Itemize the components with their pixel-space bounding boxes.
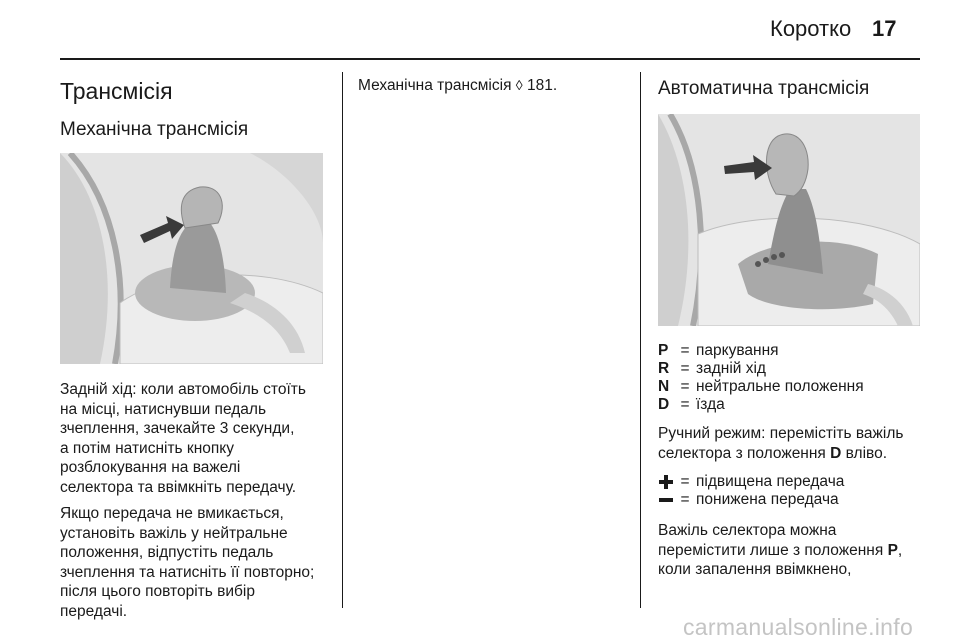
position-label: паркування <box>696 342 779 359</box>
gear-retry-line-2: установіть важіль у нейтральне <box>60 524 288 542</box>
manual-mode-paragraph <box>658 424 928 463</box>
selector-lever-paragraph <box>658 521 928 580</box>
selector-line-3: коли запалення ввімкнено, <box>658 561 852 578</box>
gear-retry-line-1: Якщо передача не вмикається, <box>60 505 284 522</box>
reference-text: Механічна трансмісія <box>358 77 512 94</box>
page-number: 17 <box>872 16 897 41</box>
equals-sign: = <box>680 396 690 413</box>
reverse-gear-line-3: зчеплення, зачекайте 3 секунди, <box>60 420 295 437</box>
downshift-label: понижена передача <box>696 491 839 508</box>
position-d-bold: D <box>830 444 842 462</box>
manual-mode-line-2 <box>658 444 928 464</box>
selector-line-2 <box>658 541 928 561</box>
upshift-row <box>658 473 928 491</box>
column-divider-1 <box>342 72 343 608</box>
equals-sign: = <box>680 360 690 377</box>
position-label: задній хід <box>696 360 766 377</box>
manual-mode-text: селектора з положення <box>658 444 831 462</box>
manual-mode-text-end: вліво. <box>841 444 888 462</box>
column-manual-transmission <box>60 72 328 621</box>
reverse-gear-line-6: селектора та ввімкніть передачу. <box>60 478 297 496</box>
section-title: Коротко <box>770 16 852 41</box>
position-key: N <box>658 378 670 395</box>
section-heading: Трансмісія <box>60 78 173 104</box>
reference-page: 181. <box>527 77 558 94</box>
gear-retry-line-5: після цього повторіть вибір <box>60 583 255 600</box>
column-divider-2 <box>640 72 641 608</box>
position-label: нейтральне положення <box>696 378 864 395</box>
watermark: carmanualsonline.info <box>683 614 914 640</box>
gear-retry-line-4: зчеплення та натисніть її повторно; <box>60 563 315 581</box>
cross-reference[interactable] <box>358 76 626 96</box>
position-row-park <box>658 342 928 360</box>
reverse-gear-line-1: Задній хід: коли автомобіль стоїть <box>60 381 306 398</box>
minus-icon <box>658 492 674 508</box>
position-key: P <box>658 342 669 359</box>
equals-sign: = <box>680 342 690 359</box>
manual-gear-lever-illustration <box>60 153 323 364</box>
equals-sign: = <box>680 378 690 395</box>
automatic-gear-lever-illustration <box>658 114 920 326</box>
reverse-gear-line-5: розблокування на важелі <box>60 459 241 476</box>
column-automatic-transmission <box>658 72 928 580</box>
equals-sign: = <box>680 491 690 508</box>
position-key: D <box>658 396 670 413</box>
position-p-bold: P <box>887 541 898 559</box>
cross-reference-arrow-icon: ◊ <box>515 77 523 93</box>
selector-text-end: , <box>897 541 903 559</box>
plus-icon <box>658 474 674 490</box>
column-reference <box>358 72 626 96</box>
selector-line-1: Важіль селектора можна <box>658 522 837 539</box>
downshift-row <box>658 491 928 509</box>
selector-text: перемістити лише з положення <box>658 541 888 559</box>
shift-symbols-list <box>658 473 928 509</box>
gear-retry-line-3: положення, відпустіть педаль <box>60 544 274 561</box>
manual-mode-line-1: Ручний режим: перемістіть важіль <box>658 425 904 442</box>
position-key: R <box>658 360 670 377</box>
position-label: їзда <box>696 396 725 413</box>
reverse-gear-line-4: а потім натисніть кнопку <box>60 439 234 457</box>
upshift-label: підвищена передача <box>696 473 845 490</box>
automatic-transmission-heading: Автоматична трансмісія <box>658 78 870 99</box>
subsection-heading: Механічна трансмісія <box>60 119 249 140</box>
equals-sign: = <box>680 473 690 490</box>
position-row-reverse <box>658 360 928 378</box>
gear-retry-line-6: передачі. <box>60 602 128 620</box>
position-row-drive <box>658 396 928 414</box>
gear-positions-list <box>658 342 928 414</box>
header-divider <box>60 58 920 60</box>
reverse-gear-line-2: на місці, натиснувши педаль <box>60 400 267 418</box>
position-row-neutral <box>658 378 928 396</box>
